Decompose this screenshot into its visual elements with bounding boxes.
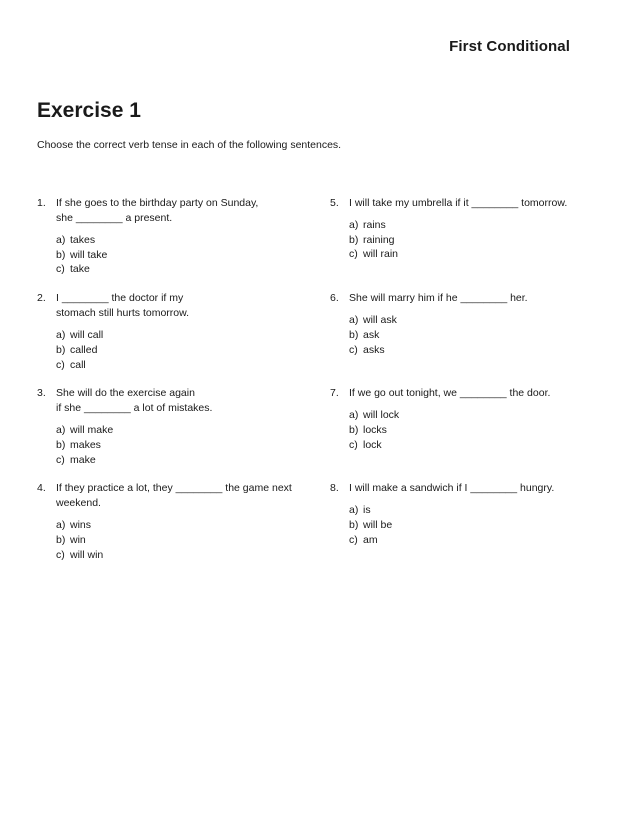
- question-text: [349, 481, 610, 496]
- option-letter: a): [349, 504, 359, 517]
- left-question-column: [37, 196, 317, 561]
- option-a[interactable]: [56, 518, 317, 533]
- option-c[interactable]: [349, 343, 610, 358]
- option-text: win: [70, 534, 86, 547]
- option-text: makes: [70, 438, 101, 451]
- option-a[interactable]: [56, 233, 317, 248]
- option-text: lock: [363, 438, 382, 451]
- option-text: will ask: [363, 314, 397, 327]
- question-text: [349, 196, 610, 211]
- option-text: take: [70, 263, 90, 276]
- question-line: I ________ the doctor if my: [56, 292, 184, 305]
- option-b[interactable]: [56, 343, 317, 358]
- option-letter: a): [349, 219, 359, 231]
- answer-options: [56, 423, 317, 467]
- option-letter: c): [349, 343, 358, 356]
- question-7: [330, 386, 610, 452]
- option-letter: c): [349, 533, 358, 546]
- option-letter: b): [56, 343, 66, 356]
- answer-options: [349, 218, 610, 262]
- option-letter: a): [349, 409, 359, 422]
- right-question-column: [330, 196, 610, 546]
- question-line: weekend.: [56, 497, 101, 510]
- option-letter: a): [349, 314, 359, 327]
- option-a[interactable]: [56, 328, 317, 343]
- option-b[interactable]: [56, 533, 317, 548]
- option-letter: c): [56, 453, 65, 466]
- question-line: She will marry him if he ________ her.: [349, 292, 528, 305]
- option-letter: b): [56, 534, 66, 547]
- option-letter: a): [56, 234, 66, 246]
- option-text: will rain: [363, 248, 399, 261]
- option-b[interactable]: [349, 518, 610, 533]
- option-text: wins: [70, 519, 92, 532]
- option-text: call: [70, 358, 86, 371]
- question-line: I will take my umbrella if it ________ tomorrow.: [349, 197, 568, 209]
- question-number: 7.: [330, 387, 339, 400]
- option-letter: b): [349, 328, 359, 341]
- option-text: locks: [363, 423, 387, 436]
- option-text: will win: [70, 548, 104, 561]
- option-a[interactable]: [349, 218, 610, 233]
- question-line: If she goes to the birthday party on Sunday,: [56, 197, 259, 209]
- option-a[interactable]: [349, 503, 610, 518]
- question-1: [37, 196, 317, 277]
- option-letter: b): [349, 519, 359, 532]
- option-c[interactable]: [56, 548, 317, 563]
- option-c[interactable]: [56, 358, 317, 373]
- option-text: am: [363, 533, 378, 546]
- option-c[interactable]: [349, 247, 610, 262]
- question-text: [56, 291, 317, 321]
- option-c[interactable]: [56, 453, 317, 468]
- question-number: 3.: [37, 387, 46, 400]
- question-number: 2.: [37, 292, 46, 305]
- question-number: 5.: [330, 197, 339, 209]
- question-4: [37, 481, 317, 562]
- question-line: She will do the exercise again: [56, 387, 195, 400]
- option-text: will be: [363, 519, 393, 532]
- option-letter: b): [349, 233, 359, 246]
- option-c[interactable]: [349, 438, 610, 453]
- option-text: is: [363, 504, 371, 517]
- answer-options: [349, 503, 610, 547]
- option-letter: b): [56, 248, 66, 261]
- option-b[interactable]: [56, 438, 317, 453]
- option-text: rains: [363, 219, 386, 231]
- option-text: will make: [70, 424, 114, 437]
- question-number: 4.: [37, 482, 46, 495]
- option-letter: a): [56, 519, 66, 532]
- option-text: raining: [363, 233, 395, 246]
- question-line: she ________ a present.: [56, 212, 173, 224]
- question-number: 8.: [330, 482, 339, 495]
- question-line: If they practice a lot, they ________ the game next: [56, 482, 292, 495]
- question-3: [37, 386, 317, 467]
- question-text: [56, 386, 317, 416]
- question-8: [330, 481, 610, 547]
- option-b[interactable]: [349, 233, 610, 248]
- question-2: [37, 291, 317, 372]
- question-text: [56, 196, 317, 226]
- question-number: 6.: [330, 292, 339, 305]
- option-a[interactable]: [56, 423, 317, 438]
- option-letter: c): [56, 548, 65, 561]
- question-number: 1.: [37, 197, 46, 209]
- question-text: [349, 291, 610, 306]
- question-text: [349, 386, 610, 401]
- option-b[interactable]: [56, 248, 317, 263]
- option-text: ask: [363, 328, 380, 341]
- answer-options: [56, 328, 317, 372]
- page-header-title: First Conditional: [449, 38, 570, 55]
- option-text: asks: [363, 343, 385, 356]
- question-5: [330, 196, 610, 262]
- option-a[interactable]: [349, 313, 610, 328]
- answer-options: [349, 313, 610, 357]
- answer-options: [56, 233, 317, 277]
- answer-options: [349, 408, 610, 452]
- option-letter: c): [56, 358, 65, 371]
- option-c[interactable]: [56, 262, 317, 277]
- option-b[interactable]: [349, 328, 610, 343]
- option-letter: c): [56, 263, 65, 276]
- option-b[interactable]: [349, 423, 610, 438]
- option-text: will call: [70, 329, 104, 342]
- question-6: [330, 291, 610, 357]
- option-text: takes: [70, 234, 96, 246]
- question-text: [56, 481, 317, 511]
- option-letter: a): [56, 424, 66, 437]
- option-text: will lock: [363, 409, 400, 422]
- option-c[interactable]: [349, 533, 610, 548]
- option-text: will take: [70, 248, 108, 261]
- question-line: If we go out tonight, we ________ the door.: [349, 387, 551, 400]
- question-line: if she ________ a lot of mistakes.: [56, 402, 213, 415]
- option-text: called: [70, 343, 98, 356]
- exercise-title: Exercise 1: [37, 99, 141, 122]
- option-letter: c): [349, 248, 358, 261]
- option-letter: b): [56, 438, 66, 451]
- answer-options: [56, 518, 317, 562]
- exercise-instructions: Choose the correct verb tense in each of the following sentences.: [37, 139, 342, 151]
- option-letter: b): [349, 423, 359, 436]
- option-text: make: [70, 453, 96, 466]
- question-line: I will make a sandwich if I ________ hungry.: [349, 482, 555, 495]
- question-line: stomach still hurts tomorrow.: [56, 307, 190, 320]
- option-a[interactable]: [349, 408, 610, 423]
- option-letter: c): [349, 438, 358, 451]
- option-letter: a): [56, 329, 66, 342]
